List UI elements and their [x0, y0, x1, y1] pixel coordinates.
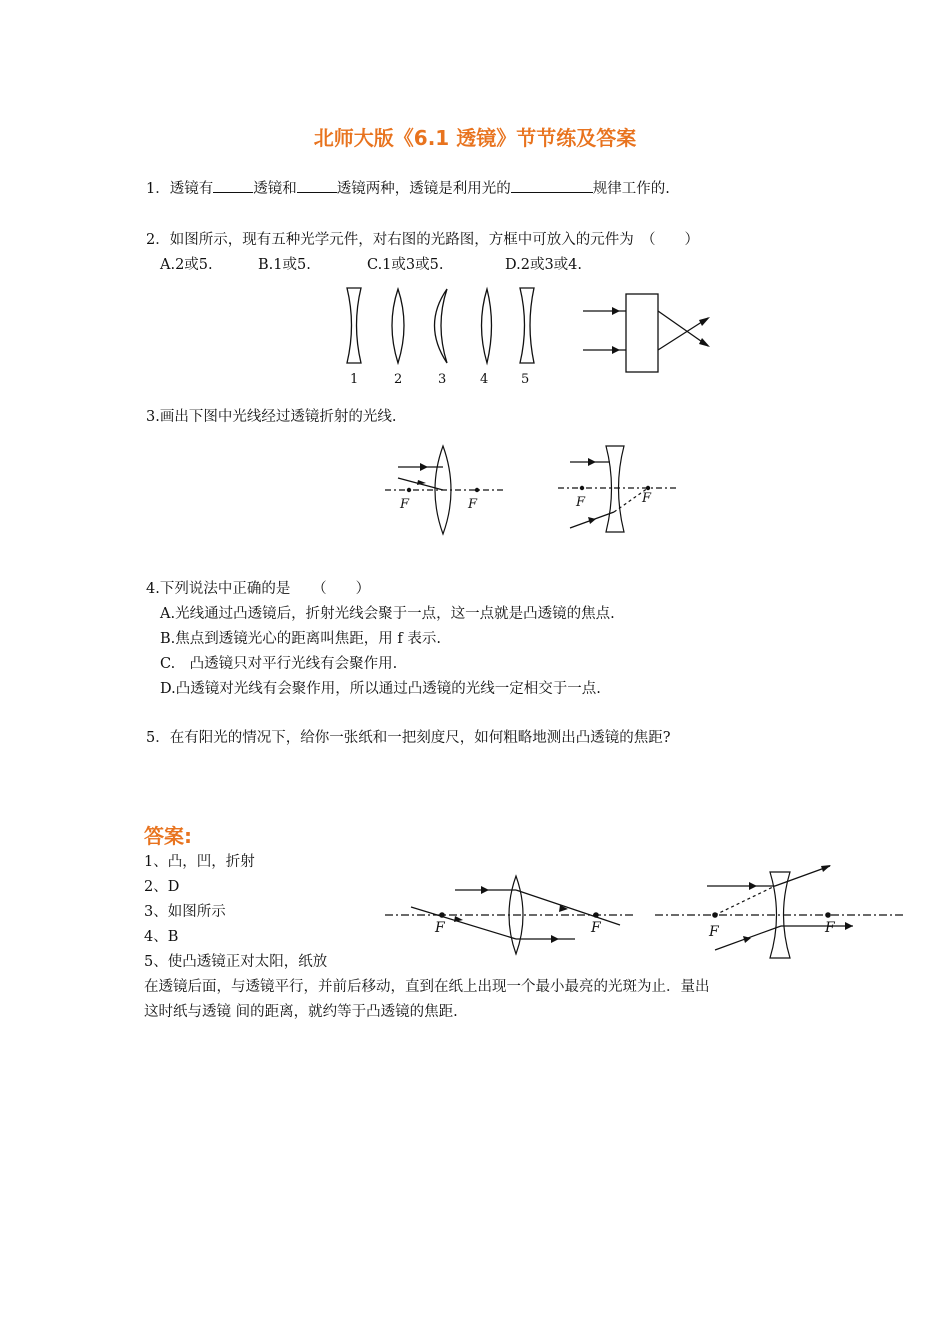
- question-4-option-b: B.焦点到透镜光心的距离叫焦距，用 f 表示.: [160, 631, 441, 647]
- lens-5-concave: [520, 288, 534, 363]
- question-2-stem: 2．如图所示，现有五种光学元件，对右图的光路图，方框中可放入的元件为 （ ）: [146, 232, 699, 248]
- answer-5-line-2: 在透镜后面，与透镜平行，并前后移动，直到在纸上出现一个最小最亮的光斑为止．量出: [144, 979, 710, 995]
- q3-figure: [380, 440, 690, 540]
- answer-3: 3、如图所示: [144, 904, 226, 920]
- answer-focus-label-3: F: [709, 924, 719, 940]
- answer-4: 4、B: [144, 929, 179, 945]
- question-1: [146, 177, 670, 198]
- answer-1: 1、凸，凹，折射: [144, 854, 255, 870]
- question-3-stem: 3.画出下图中光线经过透镜折射的光线.: [146, 409, 397, 425]
- answer-focus-label-1: F: [435, 920, 445, 936]
- answer-focus-label-4: F: [825, 920, 835, 936]
- q1-text-3: 透镜两种，透镜是利用光的: [336, 181, 511, 197]
- lens-label-4: 4: [480, 372, 489, 387]
- question-4-option-d: D.凸透镜对光线有会聚作用，所以通过凸透镜的光线一定相交于一点.: [160, 681, 601, 697]
- q1-text-4: 规律工作的.: [592, 181, 670, 197]
- lens-label-2: 2: [394, 372, 403, 387]
- lens-2-convex: [392, 289, 404, 363]
- lens-1-concave: [347, 288, 361, 363]
- q2-lens-figure: [330, 282, 730, 392]
- answer-5-line-3: 这时纸与透镜 间的距离，就约等于凸透镜的焦距.: [144, 1004, 458, 1020]
- question-4-option-c: C. 凸透镜只对平行光线有会聚作用.: [160, 656, 398, 672]
- question-4-option-a: A.光线通过凸透镜后，折射光线会聚于一点，这一点就是凸透镜的焦点.: [160, 606, 615, 622]
- answer-2: 2、D: [144, 879, 180, 895]
- question-2-option-c: C.1或3或5.: [367, 257, 444, 273]
- question-2-option-d: D.2或3或4.: [505, 257, 583, 273]
- question-5-stem: 5．在有阳光的情况下，给你一张纸和一把刻度尺，如何粗略地测出凸透镜的焦距?: [146, 730, 671, 746]
- answer-5-line-1: 5、使凸透镜正对太阳，纸放: [144, 954, 328, 970]
- lens-label-5: 5: [521, 372, 530, 387]
- answers-heading: 答案:: [144, 824, 192, 848]
- q1-blank-1[interactable]: [213, 180, 253, 193]
- answer-figure: [385, 860, 905, 960]
- question-2-option-b: B.1或5.: [258, 257, 311, 273]
- question-2-option-a: A.2或5.: [160, 257, 213, 273]
- lens-4-convex: [482, 289, 492, 363]
- lens-label-1: 1: [350, 372, 359, 387]
- q1-blank-2[interactable]: [297, 180, 337, 193]
- answer-focus-label-2: F: [591, 920, 601, 936]
- focus-label-1: F: [400, 497, 410, 512]
- focus-label-3: F: [576, 495, 586, 510]
- lens-label-3: 3: [438, 372, 447, 387]
- focus-label-2: F: [468, 497, 478, 512]
- question-4-stem: 4.下列说法中正确的是 （ ）: [146, 581, 371, 597]
- q1-text-2: 透镜和: [253, 181, 297, 197]
- optical-box: [626, 294, 658, 372]
- concave-lens: [606, 446, 624, 532]
- q1-blank-3[interactable]: [511, 180, 593, 193]
- q1-text-1: 1．透镜有: [146, 181, 214, 197]
- lens-3-meniscus: [435, 289, 448, 363]
- page-title: 北师大版《6.1 透镜》节节练及答案: [313, 126, 637, 150]
- focus-label-4: F: [642, 491, 652, 506]
